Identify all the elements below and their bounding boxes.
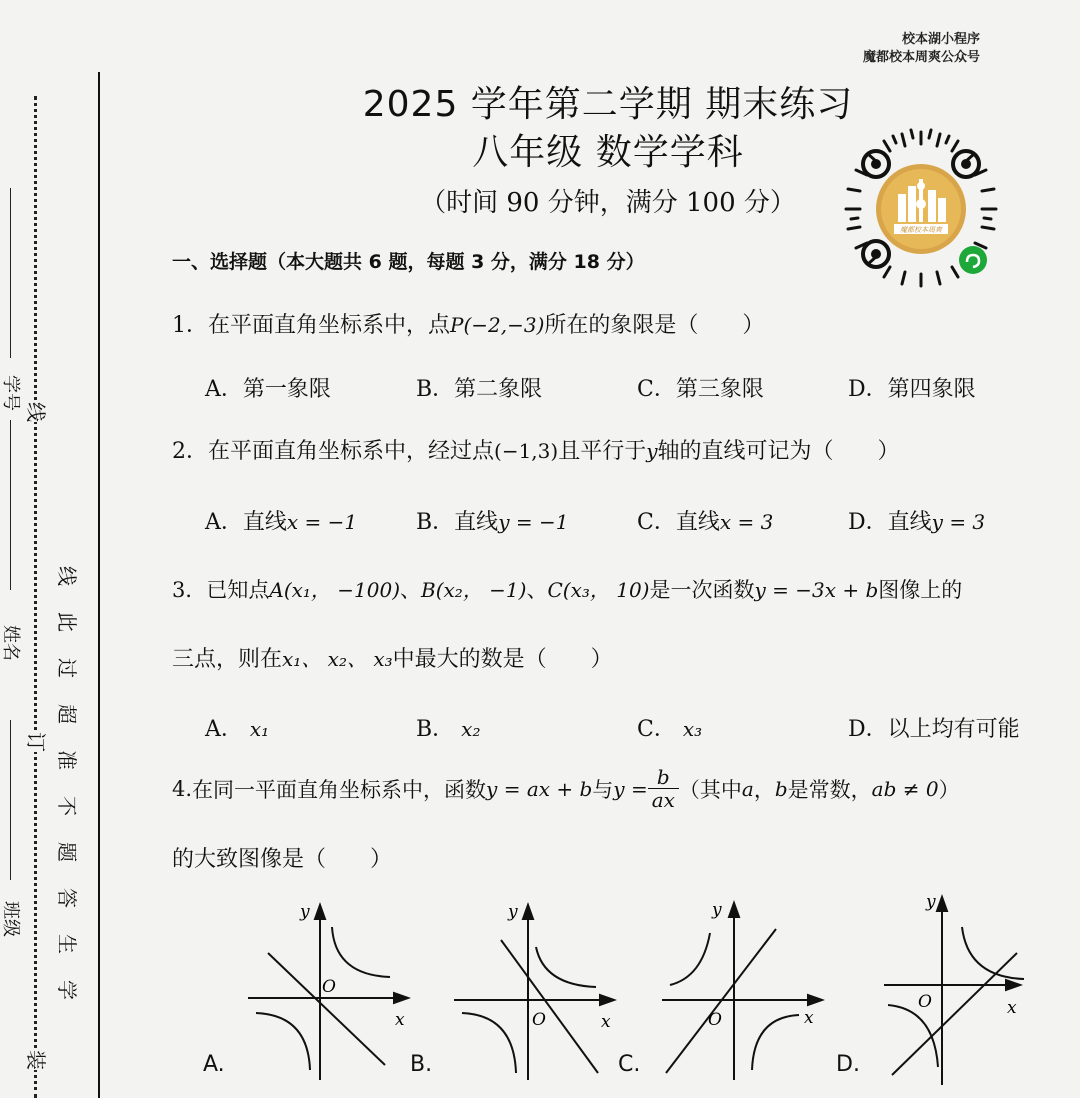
- option-3d[interactable]: D．以上均有可能: [848, 717, 1020, 742]
- svg-text:x: x: [1007, 998, 1017, 1018]
- svg-text:O: O: [708, 1010, 722, 1030]
- qr-code-icon[interactable]: [836, 124, 1006, 294]
- field-underline-name: [10, 420, 11, 590]
- field-label-class: 班级: [0, 901, 21, 937]
- question-text: 所在的象限是（ ）: [544, 313, 765, 338]
- graph-c-label[interactable]: C.: [618, 1052, 641, 1077]
- graph-a[interactable]: [240, 895, 420, 1085]
- svg-text:x: x: [804, 1008, 814, 1028]
- qr-logo-text: 魔都校本周爽: [900, 226, 942, 234]
- warning-char: 线: [55, 566, 79, 586]
- field-label-id: 学号: [0, 375, 21, 411]
- question-number: 1．: [172, 313, 208, 338]
- svg-text:y: y: [712, 900, 722, 920]
- field-label-name: 姓名: [0, 625, 21, 661]
- warning-char: 准: [55, 750, 79, 770]
- point-coord: (−1,3): [494, 439, 559, 463]
- watermark-line1: 校本湖小程序: [901, 32, 980, 47]
- point-p: P(−2,−3): [450, 313, 545, 337]
- exam-title: 2025 学年第二学期 期末练习: [362, 84, 854, 125]
- svg-text:O: O: [918, 992, 932, 1012]
- svg-text:y: y: [300, 902, 310, 922]
- option-1b[interactable]: B．第二象限: [416, 377, 543, 402]
- option-2c[interactable]: C．直线x = 3: [637, 510, 774, 535]
- linear-function: y = −3x + b: [754, 578, 879, 602]
- question-4-line2: 的大致图像是（ ）: [172, 847, 393, 872]
- question-3: 3．已知点A(x₁， −100)、B(x₂， −1)、C(x₃， 10)是一次函数y = −3x + b图像上的: [172, 578, 963, 602]
- svg-text:x: x: [395, 1010, 405, 1030]
- graph-d-label[interactable]: D.: [836, 1052, 860, 1077]
- graph-a-label[interactable]: A.: [203, 1052, 225, 1077]
- option-3a[interactable]: A． x₁: [205, 717, 270, 742]
- option-1a[interactable]: A．第一象限: [205, 377, 331, 402]
- point-b: B(x₂， −1): [421, 578, 527, 602]
- svg-text:x: x: [601, 1012, 611, 1032]
- warning-char: 题: [55, 842, 79, 862]
- point-c: C(x₃， 10): [547, 578, 650, 602]
- warning-char: 过: [55, 658, 79, 678]
- option-1c[interactable]: C．第三象限: [637, 377, 764, 402]
- point-a: A(x₁， −100): [269, 578, 401, 602]
- exam-subject: 八年级 数学学科: [472, 132, 744, 173]
- warning-char: 不: [55, 796, 79, 816]
- question-1: [172, 308, 764, 339]
- question-2: 2．在平面直角坐标系中，经过点(−1,3)且平行于y轴的直线可记为（ ）: [172, 439, 900, 464]
- binding-char-xian: 线: [24, 402, 48, 422]
- option-2b[interactable]: B．直线y = −1: [416, 510, 569, 535]
- warning-char: 生: [55, 934, 79, 954]
- binding-char-ding: 订: [24, 732, 48, 752]
- option-1d[interactable]: D．第四象限: [848, 377, 976, 402]
- option-2d[interactable]: D．直线y = 3: [848, 510, 986, 535]
- field-underline-class: [10, 720, 11, 880]
- warning-char: 学: [55, 980, 79, 1000]
- option-2a[interactable]: A．直线x = −1: [205, 510, 358, 535]
- exam-duration: （时间 90 分钟，满分 100 分）: [420, 188, 796, 218]
- question-4: 4. 在同一平面直角坐标系中，函数 y = ax + b 与 y = $\frac{b}{ax}$ （其中 a ， b 是常数， ab ≠ 0 ）: [172, 765, 960, 812]
- warning-char: 答: [55, 888, 79, 908]
- section-title: 一、选择题（本大题共 6 题，每题 3 分，满分 18 分）: [172, 251, 645, 273]
- option-3b[interactable]: B． x₂: [416, 717, 481, 742]
- question-3-line2: 三点，则在x₁、 x₂、 x₃中最大的数是（ ）: [172, 647, 613, 672]
- graph-d[interactable]: [872, 885, 1042, 1090]
- watermark-line2: 魔都校本周爽公众号: [862, 50, 980, 65]
- margin-dotted-line: [34, 96, 37, 1098]
- warning-char: 超: [55, 704, 79, 724]
- option-3c[interactable]: C． x₃: [637, 717, 703, 742]
- fraction-b-over-ax: $\frac{b}{ax}$: [648, 766, 679, 811]
- svg-text:O: O: [322, 977, 336, 997]
- binding-char-zhuang: 装: [24, 1050, 48, 1070]
- margin-solid-line: [98, 72, 100, 1098]
- graph-b[interactable]: [446, 895, 626, 1085]
- warning-char: 此: [55, 612, 79, 632]
- svg-text:y: y: [926, 892, 936, 912]
- graph-c[interactable]: [654, 895, 834, 1085]
- question-text: 在平面直角坐标系中，点: [208, 313, 451, 338]
- function-linear: y = ax + b: [486, 776, 593, 801]
- svg-text:y: y: [508, 902, 518, 922]
- graph-b-label[interactable]: B.: [410, 1052, 433, 1077]
- svg-text:O: O: [532, 1010, 546, 1030]
